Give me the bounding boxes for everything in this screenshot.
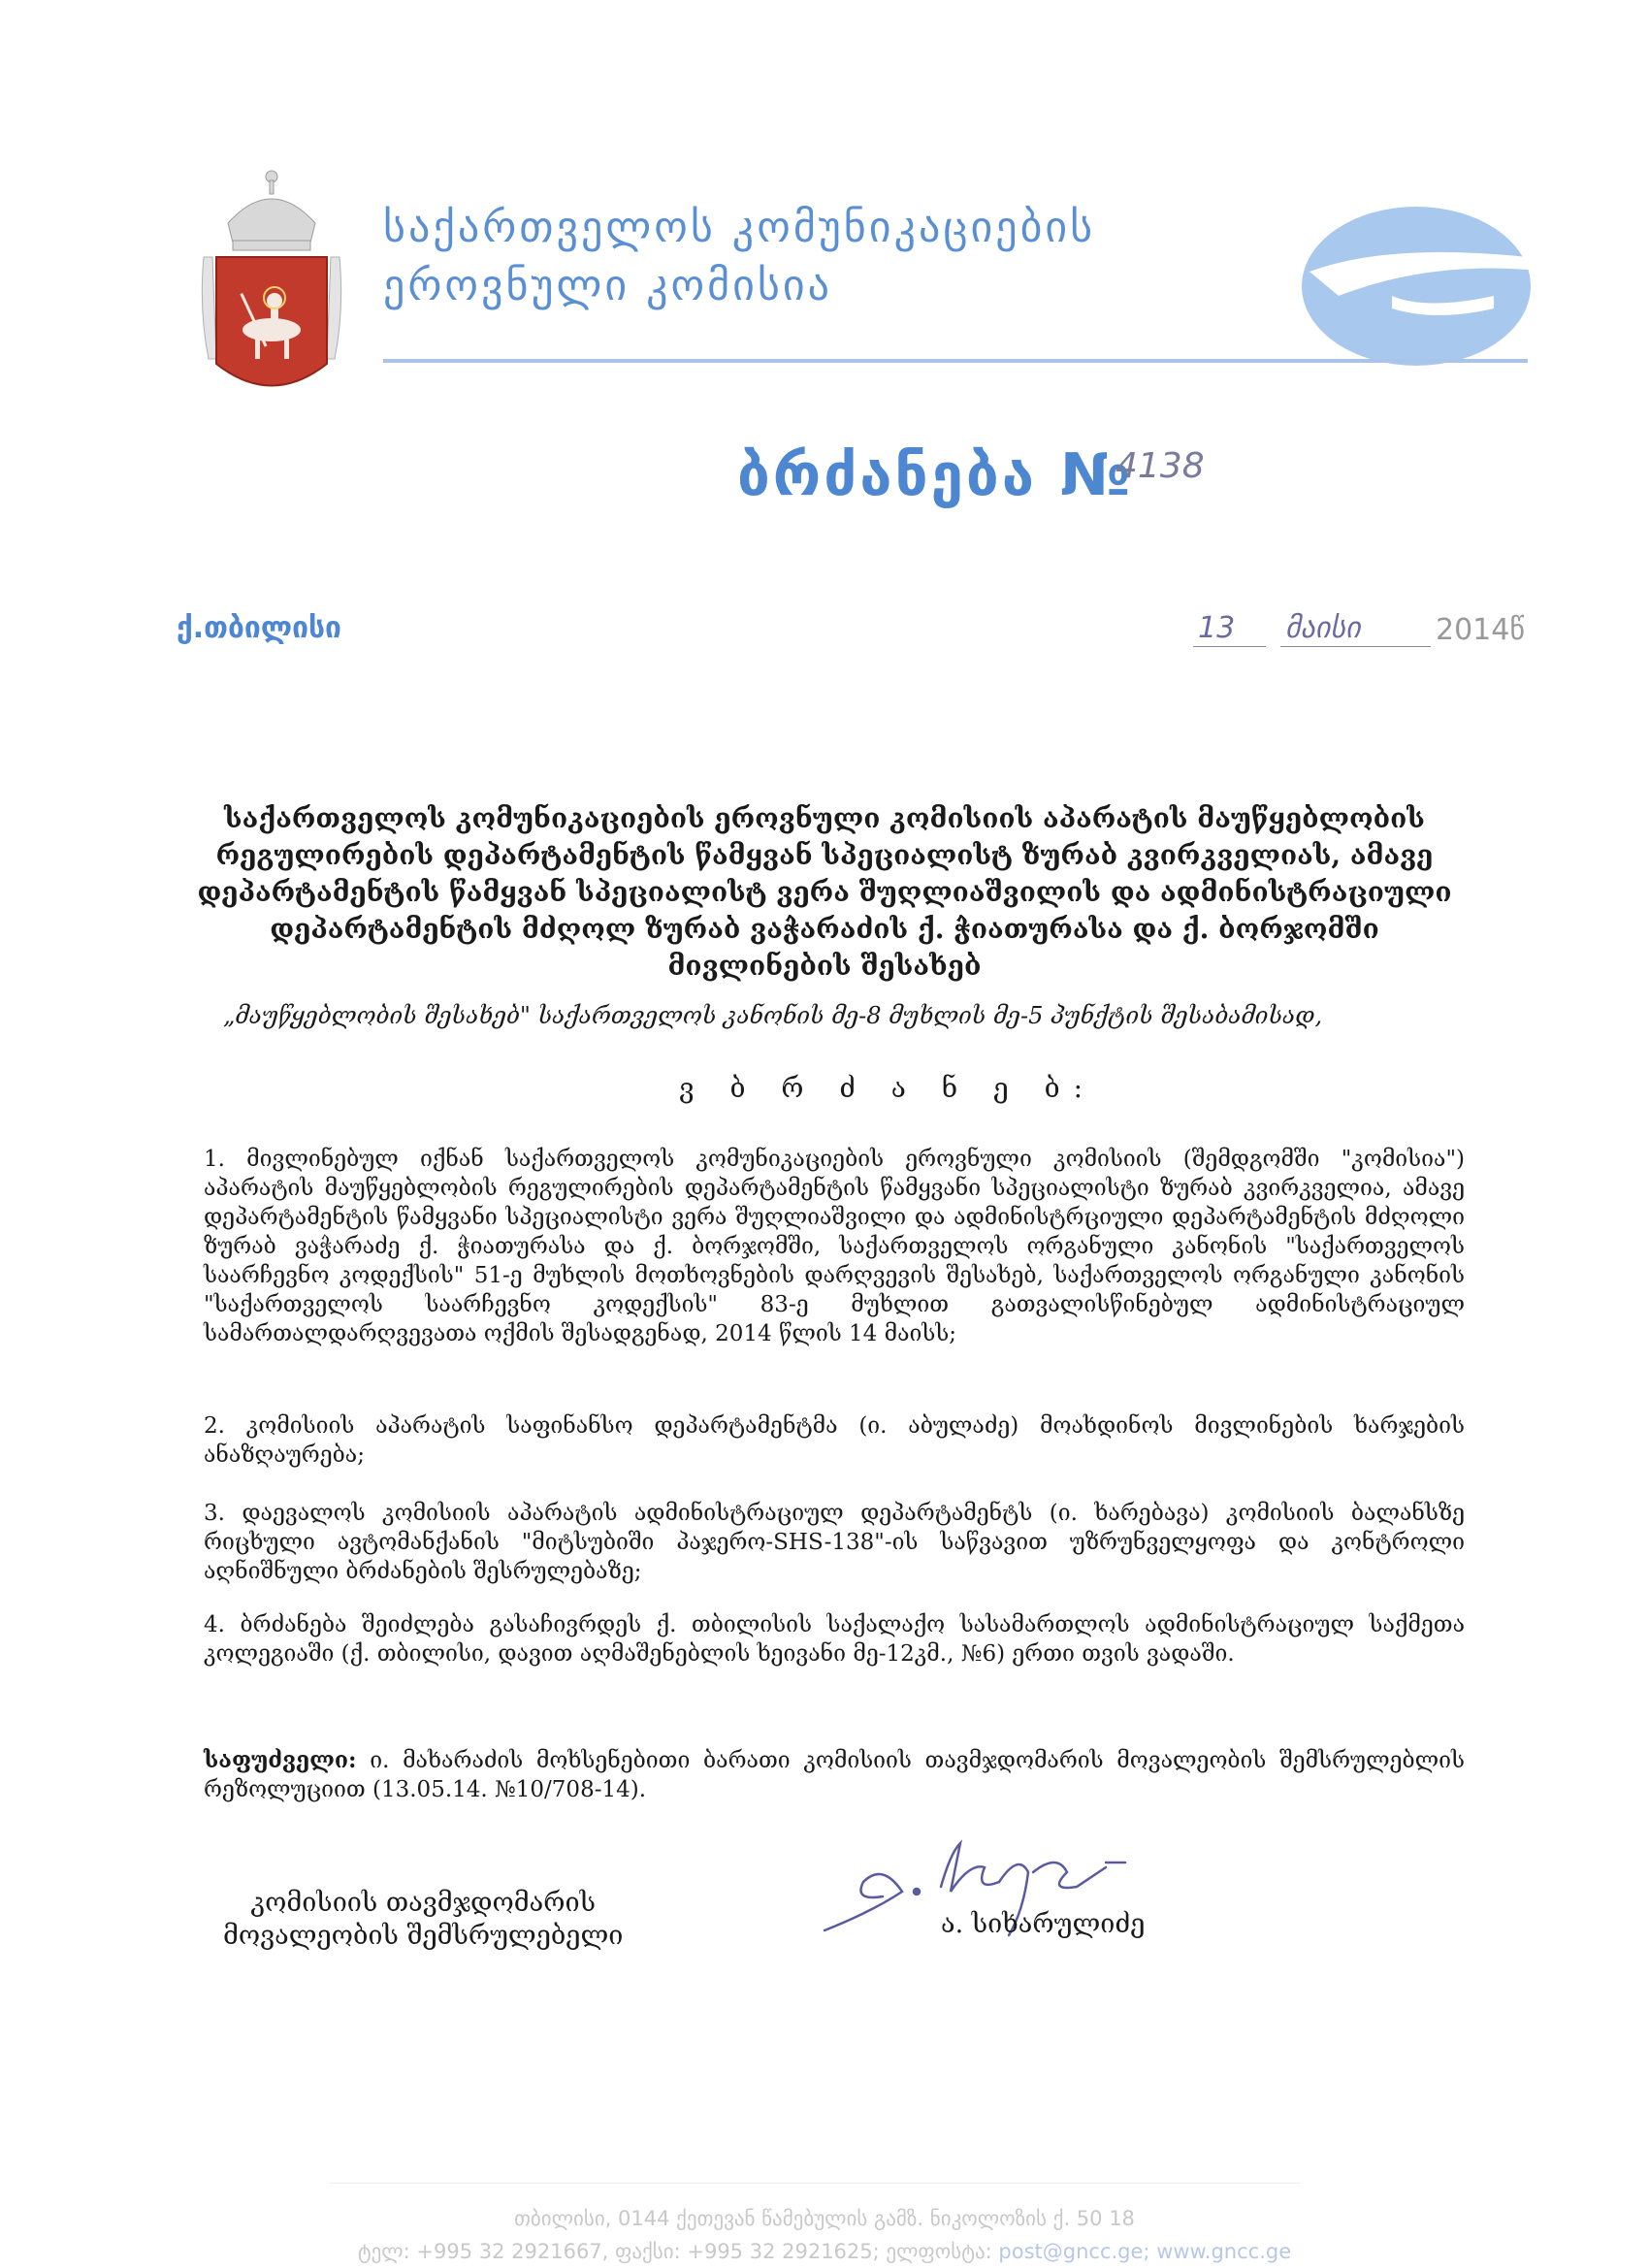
commission-logo-icon <box>1300 204 1533 369</box>
paragraph-3: 3. დაევალოს კომისიის აპარატის ადმინისტრაციულ დეპარტამენტს (ი. ხარებავა) კომისიის ბალანსზე რიცხული ავტომანქანის "მიტსუბიში პაჯერო-SHS-138"-ის საწვავით უზრუნველყოფა და კონტროლი აღნიშნული ბრძანების შესრულებაზე; <box>204 1501 1465 1584</box>
coat-of-arms-icon <box>199 165 344 412</box>
header-divider <box>383 359 1528 363</box>
paragraph-1: 1. მივლინებულ იქნან საქართველოს კომუნიკაციების ეროვნული კომისიის (შემდგომში "კომისია") აპარატის მაუწყებლობის რეგულირების დეპარტამენტის წამყვანი სპეციალისტი ზურაბ კვირკველია, ამავე დეპარტამენტის წამყვანი სპეციალისტი ვერა შუღლიაშვილი და ადმინისტრციული დეპარტამენტის მძღოლი ზურაბ ვაჭარაძე ქ. ჭიათურასა და ქ. ბორჯომში, საქართველოს ორგანული კანონის "საქართველოს საარჩევნო კოდექსის" 51-ე მუხლის მოთხოვნების დარღვევის შესახებ, საქართველოს ორგანული კანონის "საქართველოს საარჩევნო კოდექსის" 83-ე მუხლით გათვალისწინებულ ადმინისტრაციულ სამართალდარღვევათა ოქმის შესადგენად, 2014 წლის 14 მაისს; <box>204 1147 1465 1346</box>
organization-title <box>383 199 1256 315</box>
basis-text: ი. მახარაძის მოხსენებითი ბარათი კომისიის თავმჯდომარის მოვალეობის შემსრულებლის რეზოლუციით (13.05.14. №10/708-14). <box>204 1748 1465 1802</box>
date-day: 13 <box>1198 611 1236 645</box>
footer-divider <box>330 2183 1300 2184</box>
date-month-underline <box>1280 646 1431 647</box>
organization-title-line1: საქართველოს კომუნიკაციების <box>383 203 1096 252</box>
date-field <box>1183 611 1533 650</box>
order-heading: ვ ბ რ ძ ა ნ ე ბ: <box>679 1072 1097 1104</box>
footer-website-link[interactable]: www.gncc.ge <box>1156 2240 1292 2263</box>
date-day-underline <box>1193 646 1266 647</box>
signatory-name: ა. სიხარულიძე <box>941 1909 1146 1939</box>
order-title: ბრძანება № <box>737 441 1134 509</box>
footer-phone-fax: ტელ: +995 32 2921667, ფაქსი: +995 32 2921625; <box>357 2240 880 2263</box>
footer-email-label: ელფოსტა: <box>886 2240 992 2263</box>
basis-label: საფუძველი: <box>204 1747 357 1773</box>
legal-basis-line: „მაუწყებლობის შესახებ" საქართველოს კანონის მე-8 მუხლის მე-5 პუნქტის შესაბამისად, <box>223 1002 1323 1029</box>
signatory-position-line2: მოვალეობის შემსრულებელი <box>223 1921 624 1951</box>
basis-paragraph <box>204 1746 1465 1804</box>
footer <box>194 2202 1455 2268</box>
footer-email-link[interactable]: post@gncc.ge; <box>998 2240 1150 2263</box>
order-number: 4138 <box>1116 446 1205 486</box>
paragraph-2: 2. კომისიის აპარატის საფინანსო დეპარტამენტმა (ი. აბულაძე) მოახდინოს მივლინების ხარჯების ანაზღაურება; <box>204 1413 1465 1468</box>
signatory-position <box>223 1887 623 1953</box>
signatory-position-line1: კომისიის თავმჯდომარის <box>250 1888 596 1918</box>
footer-contacts <box>194 2235 1455 2268</box>
place-label: ქ.თბილისი <box>177 611 341 645</box>
date-month: მაისი <box>1285 611 1361 645</box>
date-year: 2014წ <box>1436 613 1525 647</box>
organization-title-line2: ეროვნული კომისია <box>383 261 832 310</box>
footer-address: თბილისი, 0144 ქეთევან წამებულის გამზ. ნიკოლოზის ქ. 50 18 <box>514 2207 1135 2230</box>
document-subject: საქართველოს კომუნიკაციების ეროვნული კომისიის აპარატის მაუწყებლობის რეგულირების დეპარტამენტის წამყვან სპეციალისტ ზურაბ კვირკველიას, ამავე დეპარტამენტის წამყვან სპეციალისტ ვერა შუღლიაშვილის და ადმინისტრაციული დეპარტამენტის მძღოლ ზურაბ ვაჭარაძის ქ. ჭიათურასა და ქ. ბორჯომში მივლინების შესახებ <box>197 802 1452 982</box>
paragraph-4: 4. ბრძანება შეიძლება გასაჩივრდეს ქ. თბილისის საქალაქო სასამართლოს ადმინისტრაციულ საქმეთა კოლეგიაში (ქ. თბილისი, დავით აღმაშენებლის ხეივანი მე-12კმ., №6) ერთი თვის ვადაში. <box>204 1612 1465 1667</box>
